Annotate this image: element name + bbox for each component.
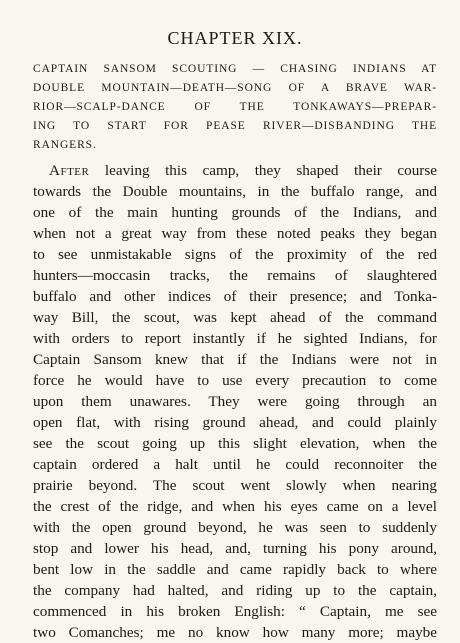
- body-line: stop and lower his head, and, turning his pony around,: [33, 540, 437, 557]
- chapter-summary: [33, 60, 437, 155]
- summary-line: RANGERS.: [33, 139, 97, 151]
- body-text: [33, 160, 437, 643]
- body-line: one of the main hunting grounds of the Indians, and: [33, 204, 437, 221]
- summary-line: CAPTAIN SANSOM SCOUTING — CHASING INDIANS AT: [33, 63, 437, 75]
- body-line: commenced in his broken English: “ Captain, me see: [33, 603, 437, 620]
- body-line: prairie beyond. The scout went slowly when nearing: [33, 477, 437, 494]
- body-line: captain ordered a halt until he could reconnoiter the: [33, 456, 437, 473]
- body-line: to see unmistakable signs of the proximity of the red: [33, 246, 437, 263]
- body-line-first: [33, 160, 437, 181]
- opening-word: After: [49, 162, 90, 179]
- body-line: open flat, with rising ground ahead, and could plainly: [33, 414, 437, 431]
- body-line: bent low in the saddle and came rapidly back to where: [33, 561, 437, 578]
- body-line: upon them unawares. They were going through an: [33, 393, 437, 410]
- summary-line: RIOR—SCALP-DANCE OF THE TONKAWAYS—PREPAR-: [33, 101, 437, 113]
- body-line: hunters—moccasin tracks, the remains of slaughtered: [33, 267, 437, 284]
- body-line: the company had halted, and riding up to the captain,: [33, 582, 437, 599]
- summary-line: DOUBLE MOUNTAIN—DEATH—SONG OF A BRAVE WAR-: [33, 82, 437, 94]
- body-line: see the scout going up this slight elevation, when the: [33, 435, 437, 452]
- first-line-rest: leaving this camp, they shaped their course: [89, 162, 437, 179]
- body-line: towards the Double mountains, in the buffalo range, and: [33, 183, 437, 200]
- body-line: with orders to report instantly if he sighted Indians, for: [33, 330, 437, 347]
- body-line: when not a great way from these noted peaks they began: [33, 225, 437, 242]
- summary-line: ING TO START FOR PEASE RIVER—DISBANDING THE: [33, 120, 437, 132]
- body-line: the crest of the ridge, and when his eyes came on a level: [33, 498, 437, 515]
- body-line: buffalo and other indices of their presence; and Tonka-: [33, 288, 437, 305]
- body-line: force he would have to use every precaution to come: [33, 372, 437, 389]
- body-line: with the open ground beyond, he was seen to suddenly: [33, 519, 437, 536]
- body-line: Captain Sansom knew that if the Indians were not in: [33, 351, 437, 368]
- chapter-title: CHAPTER XIX.: [167, 28, 303, 48]
- body-line: way Bill, the scout, was kept ahead of the command: [33, 309, 437, 326]
- body-line: two Comanches; me no know how many more; maybe: [33, 624, 437, 641]
